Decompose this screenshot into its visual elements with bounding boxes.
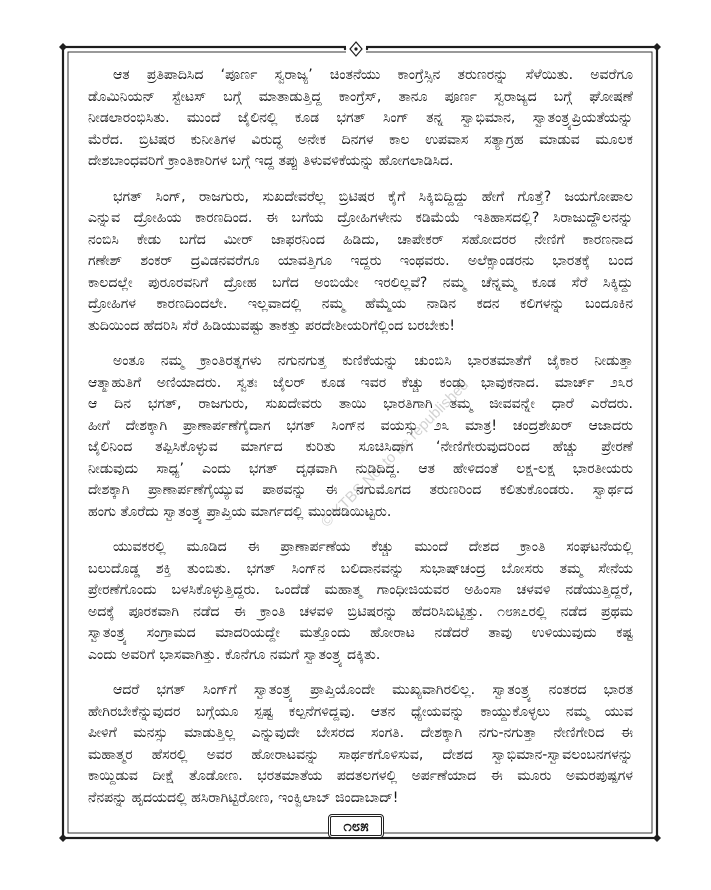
text-line: ಗಣೇಶ್ ಶಂಕರ್ ದ್ರವಿಡನವರೆಗೂ ಯಾವತ್ತಿಗೂ ಇದ್ದರು ಇಂಥವರು. ಅಲೆಕ್ಸಾಂಡರನು ಭಾರತಕ್ಕೆ ಬಂದ: [88, 253, 633, 269]
page-number: ೧೮೫: [328, 814, 384, 838]
text-line: ಡೊಮಿನಿಯನ್ ಸ್ಟೇಟಸ್ ಬಗ್ಗೆ ಮಾತಾಡುತ್ತಿದ್ದ ಕಾಂಗ್ರೆಸ್, ತಾನೂ ಪೂರ್ಣ ಸ್ವರಾಜ್ಯದ ಬಗ್ಗೆ ಘೋಷಣೆ: [88, 88, 633, 105]
text-line: ಹೀಗೆ ದೇಶಕ್ಕಾಗಿ ಪ್ರಾಣಾರ್ಪಣೆಗೈದಾಗ ಭಗತ್ ಸಿಂಗ್‌ನ ವಯಸ್ಸು ೨೩ ಮಾತ್ರ! ಚಂದ್ರಶೇಖರ್ ಆಜಾದರು: [88, 417, 633, 434]
text-line: ಎನ್ನುವ ದ್ರೋಹಿಯ ಕಾರಣದಿಂದ. ಈ ಬಗೆಯ ದ್ರೋಹಿಗಳೇನು ಕಡಿಮೆಯೆ ಇತಿಹಾಸದಲ್ಲಿ? ಸಿರಾಜುದ್ದೌಲನನ್ನು: [88, 210, 633, 226]
text-line: ಆತ ಪ್ರತಿಪಾದಿಸಿದ ‘ಪೂರ್ಣ ಸ್ವರಾಜ್ಯ’ ಚಿಂತನೆಯು ಕಾಂಗ್ರೆಸ್ಸಿನ ತರುಣರನ್ನು ಸೆಳೆಯಿತು. ಅವರೆಗೂ: [113, 67, 633, 83]
border-ornament: [653, 43, 661, 51]
text-line: ದೇಶಕ್ಕಾಗಿ ಪ್ರಾಣಾರ್ಪಣೆಗೈಯ್ಯುವ ಪಾಠವನ್ನು ಈ ನಗುಮೊಗದ ತರುಣರಿಂದ ಕಲಿತುಕೊಂಡರು. ಸ್ವಾರ್ಥದ: [88, 482, 633, 498]
text-line: ತುದಿಯಿಂದ ಹೆದರಿಸಿ ಸೆರೆ ಹಿಡಿಯುವಷ್ಟು ತಾಕತ್ತು ಪರದೇಶೀಯರಿಗೆಲ್ಲಿಂದ ಬರಬೇಕು!: [88, 317, 456, 334]
text-line: ಅಂತೂ ನಮ್ಮ ಕ್ರಾಂತಿರತ್ನಗಳು ನಗುನಗುತ್ತ ಕುಣಿಕೆಯನ್ನು ಚುಂಬಿಸಿ ಭಾರತಮಾತೆಗೆ ಜೈಕಾರ ನೀಡುತ್ತಾ: [113, 353, 633, 369]
border-ornament: [344, 48, 346, 50]
text-line: ಹಂಗು ತೊರೆದು ಸ್ವಾತಂತ್ರ್ಯ ಪ್ರಾಪ್ತಿಯ ಮಾರ್ಗದಲ್ಲಿ ಮುಂದಡಿಯಿಟ್ಟರು.: [88, 503, 392, 520]
text-line: ಕಾಲದಲ್ಲೇ ಪುರೂರವನಿಗೆ ದ್ರೋಹ ಬಗೆದ ಅಂಬಿಯೇ ಇರಲಿಲ್ಲವೆ? ನಮ್ಮ ಚೆನ್ನಮ್ಮ ಕೂಡ ಸೆರೆ ಸಿಕ್ಕಿದ್ದು: [88, 274, 633, 291]
text-line: ನೀಡುವುದು ಸಾಧ್ಯ’ ಎಂದು ಭಗತ್ ದೃಢವಾಗಿ ನುಡಿದಿದ್ದ. ಆತ ಹೇಳಿದಂತೆ ಲಕ್ಷ-ಲಕ್ಷ ಭಾರತೀಯರು: [88, 460, 633, 477]
text-line: ಅದಕ್ಕೆ ಪೂರಕವಾಗಿ ನಡೆದ ಈ ಕ್ರಾಂತಿ ಚಳವಳಿ ಬ್ರಿಟಿಷರನ್ನು ಹೆದರಿಸಿಬಿಟ್ಟಿತ್ತು. ೧೮೫೭ರಲ್ಲಿ ನಡೆದ ಪ್ರಥಮ: [88, 603, 633, 620]
border-ornament: [354, 47, 357, 50]
paragraph: [88, 680, 633, 809]
text-line: ಜೈಲಿನಿಂದ ತಪ್ಪಿಸಿಕೊಳ್ಳುವ ಮಾರ್ಗದ ಕುರಿತು ಸೂಚಿಸಿದಾಗ ‘ನೇಣಿಗೇರುವುದರಿಂದ ಹೆಚ್ಚು ಪ್ರೇರಣೆ: [88, 439, 633, 455]
text-line: ಪ್ರೇರಣೆಗೊಂದು ಬಳಸಿಕೊಳ್ಳುತ್ತಿದ್ದರು. ಒಂದೆಡೆ ಮಹಾತ್ಮ ಗಾಂಧೀಜಿಯವರ ಅಹಿಂಸಾ ಚಳವಳಿ ನಡೆಯುತ್ತಿದ್ದರೆ,: [88, 582, 633, 598]
text-line: ಸ್ವಾತಂತ್ರ್ಯ ಸಂಗ್ರಾಮದ ಮಾದರಿಯದ್ದೇ ಮತ್ತೊಂದು ಹೋರಾಟ ನಡೆದರೆ ತಾವು ಉಳಿಯುವುದು ಕಷ್ಟ: [88, 625, 633, 641]
body-text: [88, 65, 633, 809]
paragraph: [88, 537, 633, 666]
paragraph: [88, 65, 633, 173]
border-ornament: [59, 43, 67, 51]
paragraph: [88, 351, 633, 523]
watermark: © KTBS Not to be republished: [317, 376, 473, 531]
text-line: ಕಾಯ್ದಿಡುವ ದೀಕ್ಷೆ ತೊಡೋಣ. ಭರತಮಾತೆಯ ಪದತಲಗಳಲ್ಲಿ ಅರ್ಪಣೆಯಾದ ಈ ಮೂರು ಅಮರಪುಷ್ಪಗಳ: [88, 768, 633, 784]
text-line: ಆದರೆ ಭಗತ್ ಸಿಂಗ್‌ಗೆ ಸ್ವಾತಂತ್ರ್ಯ ಪ್ರಾಪ್ತಿಯೊಂದೇ ಮುಖ್ಯವಾಗಿರಲಿಲ್ಲ. ಸ್ವಾತಂತ್ರ್ಯ ನಂತರದ ಭಾರತ: [113, 682, 633, 698]
text-line: ಹೇಗಿರಬೇಕೆನ್ನುವುದರ ಬಗ್ಗೆಯೂ ಸ್ಪಷ್ಟ ಕಲ್ಪನೆಗಳಿದ್ದವು. ಆತನ ಧ್ಯೇಯವನ್ನು ಕಾಯ್ದುಕೊಳ್ಳಲು ನಮ್ಮ ಯುವ: [88, 703, 633, 720]
text-line: ದ್ರೋಹಿಗಳ ಕಾರಣದಿಂದಲೇ. ಇಲ್ಲವಾದಲ್ಲಿ ನಮ್ಮ ಹೆಮ್ಮೆಯ ನಾಡಿನ ಕದನ ಕಲಿಗಳನ್ನು ಬಂದೂಕಿನ: [88, 296, 633, 312]
border-ornament: [59, 834, 67, 842]
text-line: ದೇಶಬಾಂಧವರಿಗೆ ಕ್ರಾಂತಿಕಾರಿಗಳ ಬಗ್ಗೆ ಇದ್ದ ತಪ್ಪು ತಿಳುವಳಿಕೆಯನ್ನು ಹೋಗಲಾಡಿಸಿದ.: [88, 153, 454, 169]
text-line: ಆ ದಿನ ಭಗತ್, ರಾಜಗುರು, ಸುಖದೇವರು ತಾಯಿ ಭಾರತಿಗಾಗಿ ತಮ್ಮ ಜೀವವನ್ನೇ ಧಾರೆ ಎರೆದರು.: [88, 396, 633, 412]
text-line: ಆತ್ಮಾಹುತಿಗೆ ಅಣಿಯಾದರು. ಸ್ವತಃ ಜೈಲರ್ ಕೂಡ ಇವರ ಕೆಚ್ಚು ಕಂಡು ಭಾವುಕನಾದ. ಮಾರ್ಚ್ ೨೩ರ: [88, 374, 633, 391]
text-line: ಮಹಾತ್ಮರ ಹೆಸರಲ್ಲಿ ಅವರ ಹೋರಾಟವನ್ನು ಸಾರ್ಥಕಗೊಳಿಸುವ, ದೇಶದ ಸ್ವಾಭಿಮಾನ-ಸ್ವಾವಲಂಬನಗಳನ್ನು: [88, 746, 633, 763]
text-line: ನಂಬಿಸಿ ಕೇಡು ಬಗೆದ ಮೀರ್ ಜಾಫರನಿಂದ ಹಿಡಿದು, ಚಾಪೇಕರ್ ಸಹೋದರರ ನೇಣಿಗೆ ಕಾರಣನಾದ: [88, 231, 633, 248]
text-line: ಎಂದು ಅವರಿಗೆ ಭಾಸವಾಗಿತ್ತು. ಕೊನೆಗೂ ನಮಗೆ ಸ್ವಾತಂತ್ರ್ಯ ದಕ್ಕಿತು.: [88, 646, 381, 663]
border-ornament: [366, 48, 368, 50]
text-line: ಮೆರೆದ. ಬ್ರಿಟಿಷರ ಕುನೀತಿಗಳ ವಿರುದ್ಧ ಅನೇಕ ದಿನಗಳ ಕಾಲ ಉಪವಾಸ ಸತ್ಯಾಗ್ರಹ ಮಾಡುವ ಮೂಲಕ: [88, 131, 633, 148]
text-line: ಪೀಳಿಗೆ ಮನಸ್ಸು ಮಾಡುತ್ತಿಲ್ಲ ಎನ್ನುವುದೇ ಬೇಸರದ ಸಂಗತಿ. ದೇಶಕ್ಕಾಗಿ ನಗು-ನಗುತ್ತಾ ನೇಣಿಗೇರಿದ ಈ: [88, 725, 633, 741]
text-line: ಭಗತ್ ಸಿಂಗ್, ರಾಜಗುರು, ಸುಖದೇವರೆಲ್ಲ ಬ್ರಿಟಿಷರ ಕೈಗೆ ಸಿಕ್ಕಿಬಿದ್ದಿದ್ದು ಹೇಗೆ ಗೊತ್ತೆ? ಜಯಗೋಪಾಲ: [113, 188, 633, 205]
border-ornament: [653, 834, 661, 842]
text-line: ನೆನಪನ್ನು ಹೃದಯದಲ್ಲಿ ಹಸಿರಾಗಿಟ್ಟಿರೋಣ, ಇಂಕ್ವಿಲಾಬ್ ಜಿಂದಾಬಾದ್!: [88, 789, 399, 806]
text-line: ಯುವಕರಲ್ಲಿ ಮೂಡಿದ ಈ ಪ್ರಾಣಾರ್ಪಣೆಯ ಕೆಚ್ಚು ಮುಂದೆ ದೇಶದ ಕ್ರಾಂತಿ ಸಂಘಟನೆಯಲ್ಲಿ: [113, 539, 633, 555]
paragraph: [88, 187, 633, 338]
text-line: ನೀಡಲಾರಂಭಿಸಿತು. ಮುಂದೆ ಜೈಲಿನಲ್ಲಿ ಕೂಡ ಭಗತ್ ಸಿಂಗ್ ತನ್ನ ಸ್ವಾಭಿಮಾನ, ಸ್ವಾತಂತ್ರ್ಯಪ್ರಿಯತೆಯನ್ನು: [88, 110, 633, 126]
text-line: ಬಲುದೊಡ್ಡ ಶಕ್ತಿ ತುಂಬಿತು. ಭಗತ್ ಸಿಂಗ್‌ನ ಬಲಿದಾನವನ್ನು ಸುಭಾಷ್‌ಚಂದ್ರ ಬೋಸರು ತಮ್ಮ ಸೇನೆಯ: [88, 560, 633, 577]
